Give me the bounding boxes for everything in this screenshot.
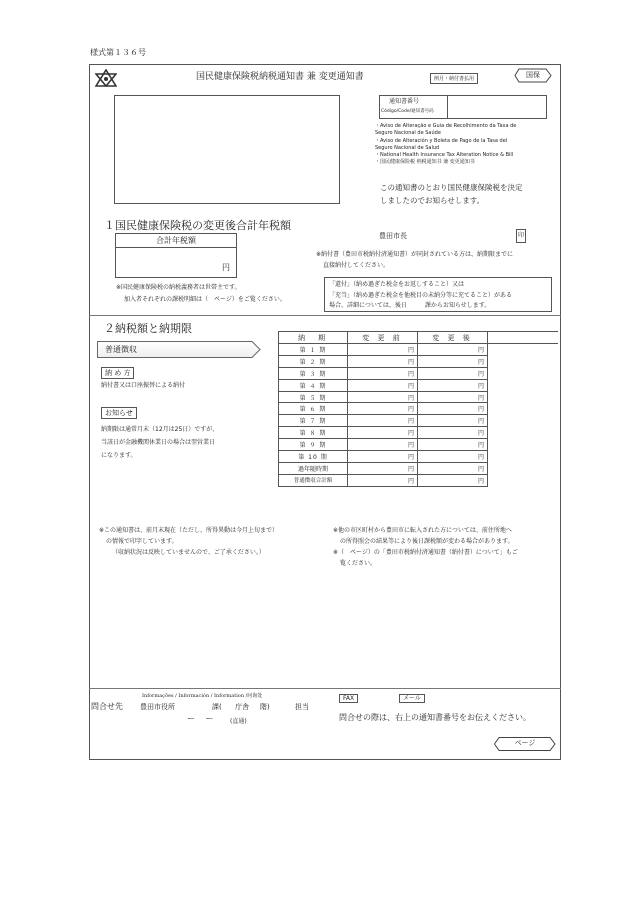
payment-note: [316, 251, 513, 270]
mayor-label: 豊田市長: [379, 232, 407, 240]
contact-direct: (直通): [230, 718, 247, 725]
translation-line: ・Aviso de Alteração e Guia de Recolhimento da Taxa de: [375, 123, 517, 129]
info-line: 当該日が金融機関休業日の場合は翌営業日: [101, 439, 216, 446]
header-after: 変 更 後: [418, 332, 488, 344]
refund-line: 場合、詳細については、後日 課からお知らせします。: [329, 302, 491, 309]
notice-number-label: 通知書番号: [389, 98, 420, 105]
contact-divider: [89, 688, 561, 689]
before-value: 円: [348, 451, 418, 463]
table-row: [279, 355, 558, 367]
after-value: 円: [418, 367, 488, 379]
table-row: [279, 403, 558, 415]
note-line: ※この通知書は、前月末現在（ただし、所得異動は今月上旬まで）: [99, 527, 279, 534]
after-value: 円: [418, 427, 488, 439]
mayor-seal: 印: [516, 229, 526, 243]
info-line: 納期限は通常月末（12月は25日）ですが、: [101, 426, 219, 433]
after-value: 円: [418, 379, 488, 391]
payment-note-line: 直接納付してください。: [323, 262, 390, 269]
contact-building: 庁舎: [235, 703, 249, 711]
table-row: [279, 367, 558, 379]
info-text: [101, 423, 218, 462]
form-title: 国民健康保険税納税通知書 兼 変更通知書: [196, 72, 364, 82]
payment-schedule-table: [278, 331, 558, 487]
address-window: [114, 95, 340, 204]
period-label: 第 ６ 期: [279, 403, 348, 415]
table-row: [279, 451, 558, 463]
form-type-tag: 例月・納付書払用: [430, 73, 478, 84]
note-line: （収納状況は反映していませんので、ご了承ください。）: [112, 549, 265, 556]
total-tax-label: 合計年税額: [156, 236, 196, 245]
page-tag: ページ: [514, 739, 536, 747]
contact-office: 豊田市役所: [140, 703, 175, 711]
period-label: 第 ７ 期: [279, 415, 348, 427]
period-label: 第 ４ 期: [279, 379, 348, 391]
after-value: 円: [418, 391, 488, 403]
translation-line: Seguro Nacional de Salud: [375, 144, 440, 151]
kokuho-badge: 国保: [526, 71, 540, 79]
refund-line: 「充当」（納め過ぎた税金を他税目の未納分等に充てること）がある: [329, 291, 513, 299]
header-before: 変 更 前: [348, 332, 418, 344]
contact-info-label: Informações / Información / Information /问询处: [142, 693, 263, 699]
table-row: [279, 474, 558, 486]
contact-label: 問合せ先: [91, 702, 123, 711]
header-blank: [488, 332, 558, 344]
table-header-row: [279, 332, 558, 344]
mail-label: メール: [399, 694, 425, 703]
after-value: 円: [418, 451, 488, 463]
header-period: 納 期: [279, 332, 348, 344]
table-row: [279, 427, 558, 439]
period-label: 第 ８ 期: [279, 427, 348, 439]
form-number: 様式第１３６号: [90, 48, 146, 57]
period-label: 第 ２ 期: [279, 355, 348, 367]
before-value: 円: [348, 439, 418, 451]
table-row: [279, 379, 558, 391]
period-label: 第 ５ 期: [279, 391, 348, 403]
before-value: 円: [348, 403, 418, 415]
after-value: 円: [418, 403, 488, 415]
note-line: 覧ください。: [340, 560, 377, 567]
note-line: ※他の市区町村から豊田市に転入された方については、前住所地へ: [333, 527, 512, 534]
contact-note: 問合せの際は、右上の通知書番号をお伝えください。: [339, 713, 531, 722]
table-row: [279, 344, 558, 356]
fax-label: FAX: [339, 694, 358, 703]
notice-number-divider: [447, 95, 448, 119]
payment-note-line: ※納付書（豊田市税納付済通知書）が同封されている方は、納期限までに: [316, 251, 514, 258]
translation-list: [375, 123, 516, 167]
note-line: の所得照会の結果等により後日課税額が変わる場合があります。: [340, 538, 514, 545]
before-value: 円: [348, 415, 418, 427]
after-value: 円: [418, 355, 488, 367]
before-value: 円: [348, 379, 418, 391]
bottom-notes-right: [333, 525, 518, 569]
after-value: 円: [418, 344, 488, 356]
before-value: 円: [348, 427, 418, 439]
period-label: 第 １ 期: [279, 344, 348, 356]
table-row: [279, 439, 558, 451]
before-value: 円: [348, 474, 418, 486]
decision-line: この通知書のとおり国民健康保険税を決定: [380, 183, 523, 192]
before-value: 円: [348, 355, 418, 367]
before-value: 円: [348, 367, 418, 379]
after-value: 円: [418, 474, 488, 486]
info-line: になります。: [101, 452, 137, 459]
decision-line: しましたのでお知らせします。: [380, 196, 485, 205]
contact-section: 課(: [212, 703, 222, 711]
before-value: 円: [348, 462, 418, 474]
collection-type-label: 普通徴収: [105, 345, 137, 354]
period-label: 第 ３ 期: [279, 367, 348, 379]
table-row: [279, 415, 558, 427]
section1-note: 加入者それぞれの課税明細は（ ページ）をご覧ください。: [124, 296, 286, 303]
notice-number-sublabel: Código/Code/通知書号码: [381, 109, 434, 114]
translation-line: ・National Health Insurance Tax Alteration Notice & Bill: [375, 152, 514, 159]
note-line: ※（ ページ）の「豊田市税納付済通知書（納付書）について」もご: [333, 549, 518, 556]
bottom-notes-left: [99, 525, 278, 558]
before-value: 円: [348, 391, 418, 403]
section1-note: ※国民健康保険税の納税義務者は世帯主です。: [116, 284, 241, 291]
total-tax-yen: 円: [222, 263, 230, 272]
refund-line: 「還付」（納め過ぎた税金をお返しすること）又は: [329, 281, 465, 288]
table-row: [279, 391, 558, 403]
section-divider: [89, 315, 561, 316]
method-text: 納付書又は口座振替による納付: [101, 382, 186, 389]
period-label: 第 10 期: [279, 451, 348, 463]
period-label: 第 ９ 期: [279, 439, 348, 451]
period-label: 普通徴収合計額: [279, 474, 348, 486]
after-value: 円: [418, 462, 488, 474]
contact-person: 担当: [295, 703, 309, 711]
decision-text: [380, 181, 523, 207]
section1-title: １国民健康保険税の変更後合計年税額: [104, 219, 291, 232]
note-line: の情報で印字しています。: [106, 538, 178, 545]
refund-box: [324, 277, 552, 312]
contact-phone: ー ー: [187, 714, 218, 723]
after-value: 円: [418, 439, 488, 451]
translation-line: ・Aviso de Alteración y Boleta de Pago de la Tasa del: [375, 137, 508, 144]
total-tax-divider: [115, 247, 237, 248]
before-value: 円: [348, 344, 418, 356]
method-tag: 納 め 方: [101, 367, 134, 379]
city-logo-icon: [95, 69, 117, 87]
period-label: 過年随時期: [279, 462, 348, 474]
contact-floor: 階): [260, 703, 270, 711]
section2-title: ２納税額と納期限: [104, 322, 192, 335]
translation-line: ・国民健康保险税 纳税通知书 兼 变更通知书: [375, 159, 475, 166]
info-tag: お知らせ: [101, 407, 137, 419]
after-value: 円: [418, 415, 488, 427]
translation-line: Seguro Nacional de Saúde: [375, 130, 441, 137]
table-row: [279, 462, 558, 474]
